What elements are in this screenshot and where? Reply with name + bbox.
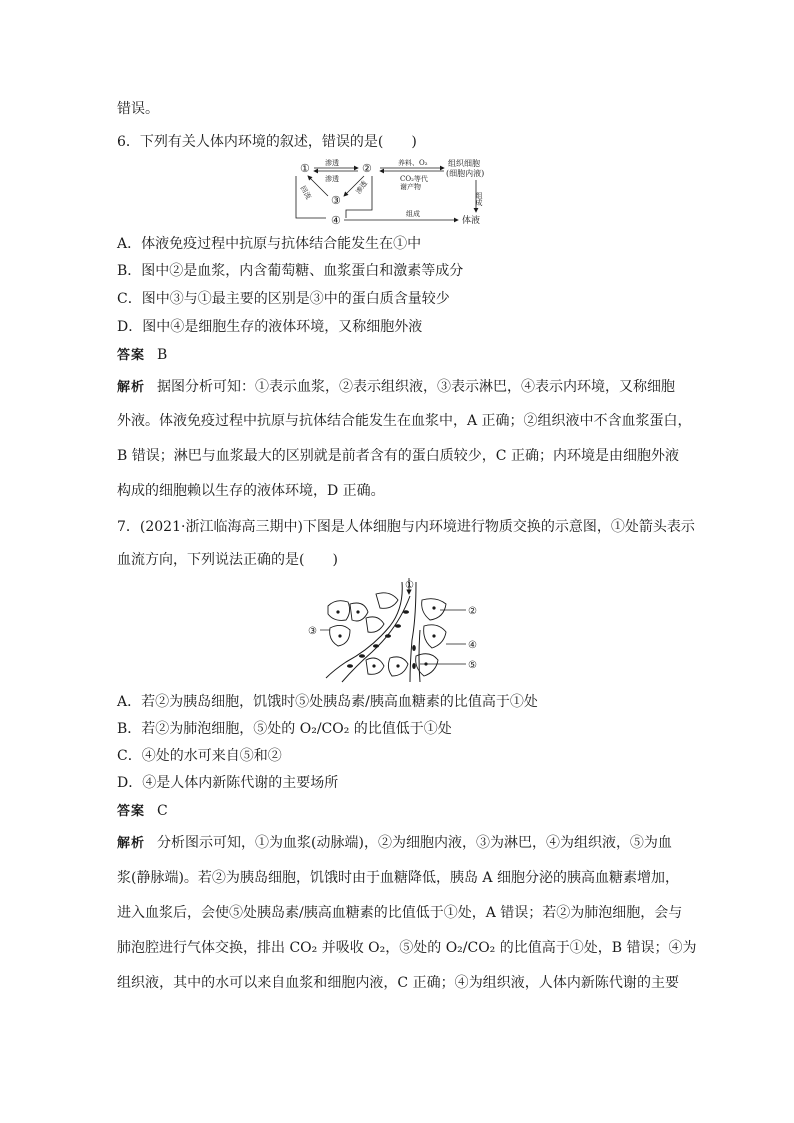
diagram-seep-label-bottom: 渗透 (325, 175, 339, 183)
question-7-stem-line-1: 7．(2021·浙江临海高三期中)下图是人体细胞与内环境进行物质交换的示意图，①处箭头表示 (117, 519, 695, 535)
question-6-option-c: C．图中③与①最主要的区别是③中的蛋白质含量较少 (117, 291, 450, 307)
diagram-co2-label: CO₂等代 (400, 175, 428, 183)
question-7-answer (117, 801, 168, 822)
question-7-analysis-line-4: 肺泡腔进行气体交换，排出 CO₂ 并吸收 O₂，⑤处的 O₂/CO₂ 的比值高于①处，B 错误；④为 (117, 940, 697, 956)
question-6-option-a: A．体液免疫过程中抗原与抗体结合能发生在①中 (117, 236, 422, 252)
diagram-metabolite-label: 谢产物 (400, 183, 421, 191)
diagram-seep-label-top: 渗透 (325, 159, 339, 167)
blood-cell (347, 664, 353, 668)
diagram-nutrients-label: 养料、O₂ (398, 159, 428, 167)
question-7-option-b: B．若②为肺泡细胞，⑤处的 O₂/CO₂ 的比值低于①处 (117, 721, 452, 737)
analysis-label: 解析 (117, 380, 146, 395)
figure-label-3: ③ (308, 626, 317, 637)
diagram-compose-horizontal-label: 组成 (406, 210, 420, 218)
question-7-analysis-line-3: 进入血浆后，会使⑤处胰岛素/胰高血糖素的比值低于①处，A 错误；若②为肺泡细胞，会与 (117, 905, 683, 921)
figure-label-2: ② (468, 606, 477, 617)
figure-label-1: ① (405, 580, 414, 591)
diagram-body-fluid-label: 体液 (462, 216, 481, 226)
diagram-return-label: 回流 (298, 184, 313, 201)
question-6-analysis-line-1: 解析 据图分析可知：①表示血浆，②表示组织液，③表示淋巴，④表示内环境，又称细胞 (117, 379, 676, 395)
cell-shape (376, 593, 398, 608)
question-7-analysis-line-5: 组织液，其中的水可以来自血浆和细胞内液，C 正确；④为组织液，人体内新陈代谢的主要 (117, 975, 679, 991)
diagram-seep-label-diag: 渗透 (354, 179, 370, 196)
diagram-node-1: ① (300, 162, 310, 175)
nucleus (338, 634, 341, 637)
blood-cell (359, 654, 365, 658)
body-fluid-diagram (290, 156, 510, 228)
diagram-cell-fluid-label: 组织细胞 (448, 159, 480, 168)
analysis-label: 解析 (117, 836, 146, 851)
blood-cell (412, 645, 416, 651)
question-7-stem-line-2: 血流方向，下列说法正确的是( ) (117, 552, 338, 568)
blood-cell (412, 663, 416, 669)
question-6-stem: 6．下列有关人体内环境的叙述，错误的是( ) (117, 134, 417, 150)
diagram-intracellular-label: (细胞内液) (446, 169, 485, 178)
blood-cell (373, 644, 379, 648)
bracket-right (346, 176, 372, 218)
blood-cell (403, 610, 409, 614)
answer-value: B (157, 347, 168, 363)
question-7-analysis-line-1: 解析 分析图示可知，①为血浆(动脉端)，②为细胞内液，③为淋巴，④为组织液，⑤为血 (117, 835, 672, 851)
figure-label-5: ⑤ (468, 660, 477, 671)
question-6-analysis-line-4: 构成的细胞赖以生存的液体环境，D 正确。 (117, 483, 385, 499)
cell-shape (328, 601, 350, 621)
vessel-wall (342, 596, 410, 682)
vessel-wall (326, 582, 402, 678)
diagram-compose-vertical-label: 组成 (475, 192, 483, 206)
question-7-option-a: A．若②为胰岛细胞，饥饿时⑤处胰岛素/胰高血糖素的比值高于①处 (117, 694, 538, 710)
nucleus (432, 634, 435, 637)
diagram-node-3: ③ (331, 194, 341, 207)
diagram-node-2: ② (362, 162, 372, 175)
diagram-node-4: ④ (331, 214, 341, 227)
nucleus (396, 664, 399, 667)
cell-shape (366, 617, 384, 632)
question-6-option-b: B．图中②是血浆，内含葡萄糖、血浆蛋白和激素等成分 (117, 263, 464, 279)
question-6-analysis-line-3: B 错误；淋巴与血浆最大的区别就是前者含有的蛋白质较少，C 正确；内环境是由细胞外液 (117, 448, 679, 464)
question-7-analysis-line-2: 浆(静脉端)。若②为胰岛细胞，饥饿时由于血糖降低，胰岛 A 细胞分泌的胰高血糖素增加， (117, 870, 679, 886)
question-7-option-d: D．④是人体内新陈代谢的主要场所 (117, 775, 339, 791)
question-7-option-c: C．④处的水可来自⑤和② (117, 748, 282, 764)
answer-label: 答案 (117, 804, 146, 819)
question-6-option-d: D．图中④是细胞生存的液体环境，又称细胞外液 (117, 319, 423, 335)
figure-label-4: ④ (468, 640, 477, 651)
nucleus (432, 606, 435, 609)
blood-cell (395, 624, 401, 628)
vessel-wall (419, 630, 420, 682)
answer-value: C (157, 803, 168, 819)
nucleus (372, 664, 375, 667)
cell-exchange-figure (306, 578, 496, 686)
question-6-answer (117, 345, 167, 366)
nucleus (336, 610, 339, 613)
blood-cell (385, 634, 391, 638)
nucleus (356, 610, 359, 613)
previous-answer-fragment: 错误。 (117, 101, 159, 117)
answer-label: 答案 (117, 348, 146, 363)
question-6-analysis-line-2: 外液。体液免疫过程中抗原与抗体结合能发生在血浆中，A 正确；②组织液中不含血浆蛋白， (117, 413, 692, 429)
